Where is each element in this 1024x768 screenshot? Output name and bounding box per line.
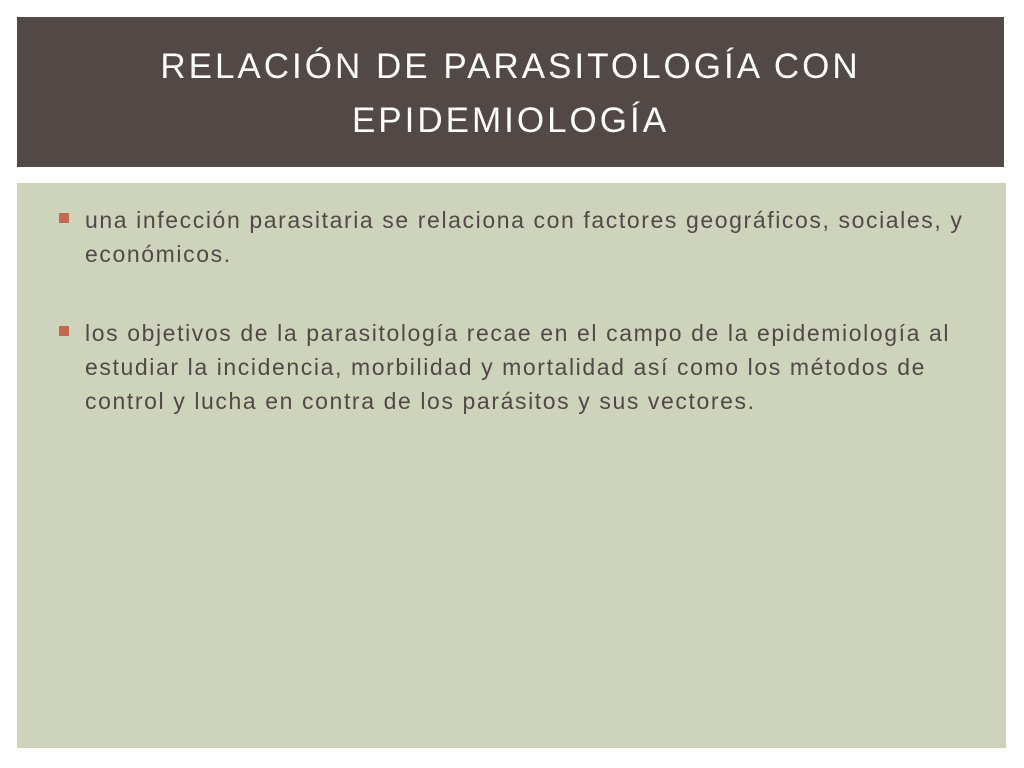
bullet-item (59, 316, 979, 418)
bullet-list (59, 203, 979, 463)
square-bullet-icon (59, 326, 69, 336)
bullet-text: una infección parasitaria se relaciona con factores geográficos, sociales, y económicos. (85, 207, 964, 267)
title-bar (17, 17, 1004, 167)
square-bullet-icon (59, 213, 69, 223)
bullet-text: los objetivos de la parasitología recae en el campo de la epidemiología al estudiar la incidencia, morbilidad y mortalidad así como los métodos de control y lucha en contra de los parásitos y sus vectores. (85, 320, 951, 414)
slide-title: RELACIÓN DE PARASITOLOGÍA CON EPIDEMIOLOGÍA (160, 47, 861, 140)
content-panel (17, 183, 1006, 748)
bullet-item (59, 203, 979, 271)
